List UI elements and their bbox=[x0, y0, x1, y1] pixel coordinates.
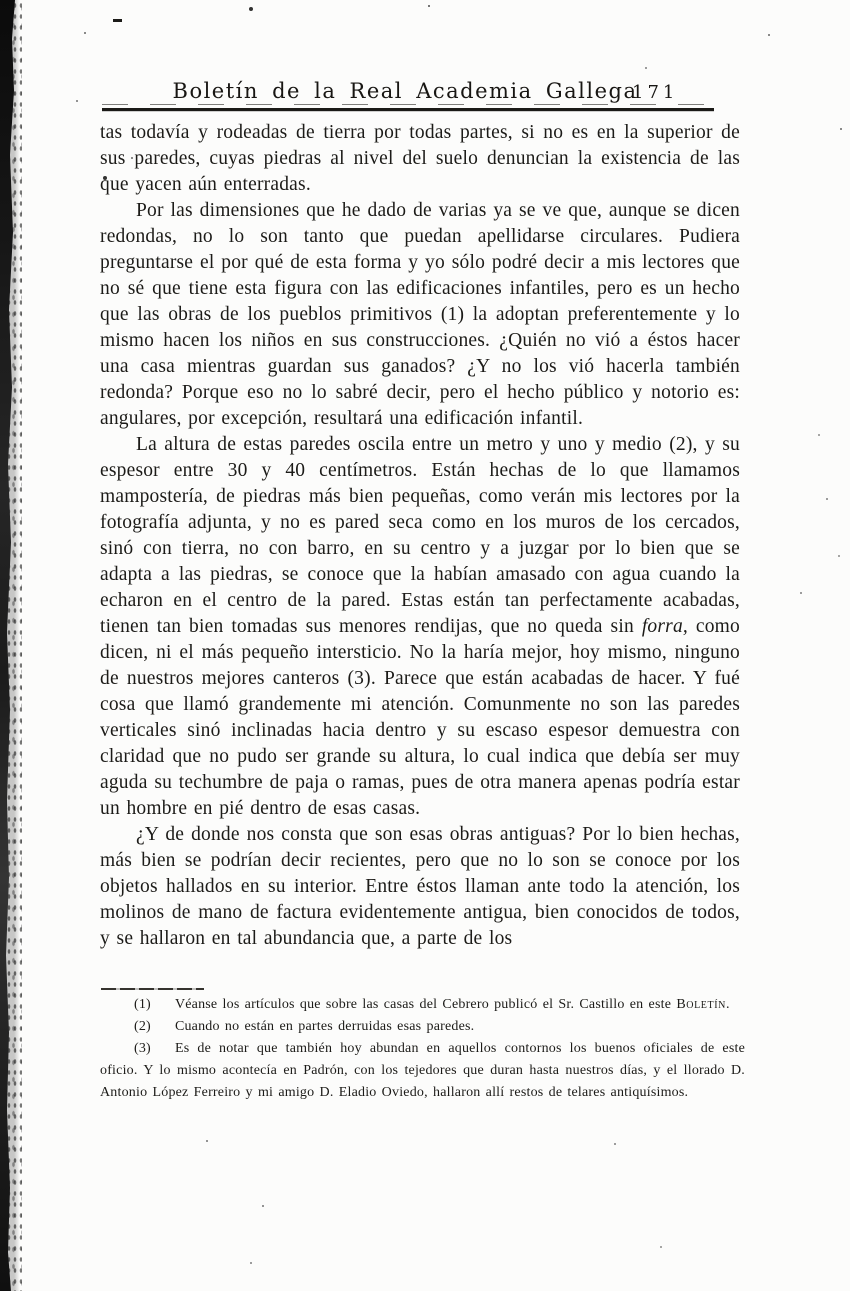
header-rule-thin-line bbox=[102, 104, 714, 105]
body-text bbox=[100, 120, 740, 952]
footnote-1 bbox=[100, 994, 745, 1016]
footnote-1-text: Véanse los artículos que sobre las casas del Cebrero publicó el Sr. Castillo en este bbox=[174, 997, 677, 1012]
paragraph-continuation: tas todavía y rodeadas de tierra por todas partes, si no es en la superior de sus paredes, cuyas piedras al nivel del suelo denuncian la existencia de las que yacen aún enterradas. bbox=[100, 122, 740, 195]
footnote-2 bbox=[100, 1016, 745, 1038]
scan-stray-mark bbox=[113, 19, 122, 22]
footnote-3-text: Es de notar que también hoy abundan en aquellos contornos los buenos oficiales de este oficio. Y lo mismo acontecía en Padrón, con los tejedores que duran hasta nuestros días, y el llorado D. Antonio López Ferreiro y mi amigo D. Eladio Oviedo, hallaron allí restos de telares antiquísimos. bbox=[100, 1041, 745, 1100]
footnote-3-marker: (3) bbox=[134, 1041, 151, 1056]
footnote-1-smallcaps-boletin: Boletín bbox=[676, 997, 726, 1012]
scan-noise-speckles bbox=[0, 0, 2, 2]
footnote-2-text: Cuando no están en partes derruidas esas paredes. bbox=[174, 1019, 475, 1034]
paragraph-walls-text-pre: La altura de estas paredes oscila entre un metro y uno y medio (2), y su espesor entre 30 y 40 centímetros. Están hechas de lo que llamamos mampostería, de piedras más bien pequeñas, como verán mis lectores por la fotografía adjunta, y no es pared seca como en los muros de los cercados, sinó con tierra, no con barro, en su centro y a juzgar por lo bien que se adapta a las piedras, se conoce que la habían amasado con agua cuando la echaron en el centro de la pared. Estas están tan perfectamente acabadas, tienen tan bien tomadas sus menores rendijas, que no queda sin bbox=[100, 434, 740, 637]
footnote-1-marker: (1) bbox=[134, 997, 151, 1012]
italic-term-forra: forra, bbox=[641, 616, 688, 637]
footnotes-block bbox=[100, 994, 745, 1104]
journal-title: Boletín de la Real Academia Gallega bbox=[172, 79, 638, 103]
footnote-2-marker: (2) bbox=[134, 1019, 151, 1034]
paragraph-antiquity: ¿Y de donde nos consta que son esas obras antiguas? Por lo bien hechas, más bien se podrían decir recientes, pero que no lo son se conoce por los objetos hallados en su interior. Entre éstos llaman ante todo la atención, los molinos de mano de factura evidentemente antigua, bien conocidos de todos, y se hallaron en tal abundancia que, a parte de los bbox=[100, 824, 740, 949]
page-number: 171 bbox=[632, 82, 679, 103]
header-rule-thick-line bbox=[102, 108, 714, 111]
footnote-1-period: . bbox=[725, 997, 730, 1012]
header-rule bbox=[102, 104, 714, 111]
paragraph-dimensions: Por las dimensiones que he dado de varias ya se ve que, aunque se dicen redondas, no lo son tanto que puedan apellidarse circulares. Pudiera preguntarse el por qué de esta forma y yo sólo podré decir a mis lectores que no sé que tiene esta figura con las edificaciones infantiles, pero es un hecho que las obras de los pueblos primitivos (1) la adoptan preferentemente y lo mismo hacen los niños en sus construcciones. ¿Quién no vió a éstos hacer una casa mientras guardan sus ganados? ¿Y no los vió hacerla también redonda? Porque eso no lo sabré decir, pero el hecho público y notorio es: angulares, por excepción, resultará una edificación infantil. bbox=[100, 200, 740, 429]
paragraph-walls bbox=[100, 432, 740, 822]
paragraph-walls-text-post: como dicen, ni el más pequeño intersticio. No la haría mejor, hoy mismo, ninguno de nuestros mejores canteros (3). Parece que están acabadas de hacer. Y fué cosa que llamó grandemente mi atención. Comunmente no son las paredes verticales sinó inclinadas hacia dentro y su escaso espesor demuestra con claridad que no pudo ser grande su altura, lo cual indica que debía ser muy aguda su techumbre de paja o ramas, pues de otra manera apenas podría estar un hombre en pié dentro de esas casas. bbox=[100, 616, 740, 819]
footnote-separator bbox=[101, 988, 204, 990]
footnote-3 bbox=[100, 1038, 745, 1104]
